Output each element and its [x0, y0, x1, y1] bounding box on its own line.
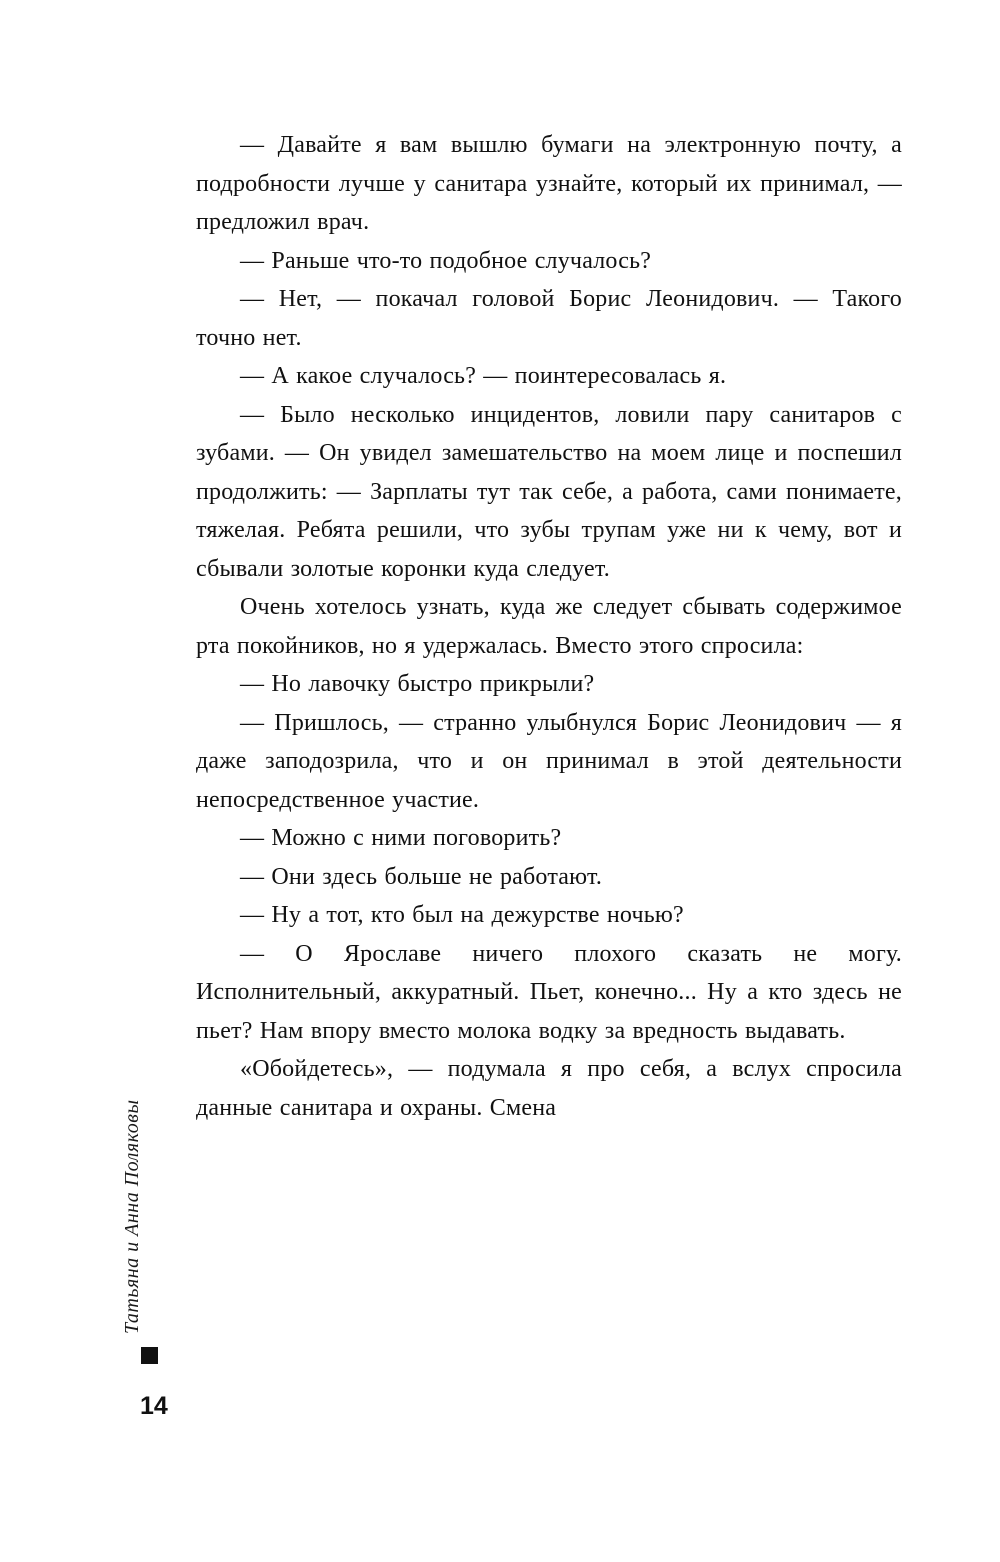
body-text-block [196, 126, 902, 1127]
paragraph: — Можно с ними поговорить? [240, 825, 562, 851]
paragraph: — Нет, — покачал головой Борис Леонидович. — Такого точно нет. [196, 286, 902, 351]
section-marker-square [141, 1347, 158, 1364]
paragraph: — Давайте я вам вышлю бумаги на электронную почту, а подробности лучше у санитара узнайте, который их принимал, — предложил врач. [196, 132, 902, 235]
page-number: 14 [140, 1392, 168, 1420]
paragraph: «Обойдетесь», — подумала я про себя, а вслух спросила данные санитара и охраны. Смена [196, 1056, 902, 1121]
paragraph: — Но лавочку быстро прикрыли? [240, 671, 595, 697]
paragraph: — А какое случалось? — поинтересовалась я. [240, 363, 727, 389]
paragraph: — Ну а тот, кто был на дежурстве ночью? [240, 902, 684, 928]
paragraph: — Пришлось, — странно улыбнулся Борис Леонидович — я даже заподозрила, что и он принимал в этой деятельности непосредственное участие. [196, 709, 902, 813]
paragraph: — Раньше что-то подобное случалось? [240, 247, 652, 274]
paragraph: — О Ярославе ничего плохого сказать не могу. Исполнительный, аккуратный. Пьет, конечно... Ну а кто здесь не пьет? Нам впору вместо молока водку за вредность выдавать. [196, 940, 902, 1044]
paragraph: — Было несколько инцидентов, ловили пару санитаров с зубами. — Он увидел замешательство на моем лице и поспешил продолжить: — Зарплаты тут так себе, а работа, сами понимаете, тяжелая. Ребята решили, что зубы трупам уже ни к чему, вот и сбывали золотые коронки куда следует. [196, 401, 902, 582]
paragraph: Очень хотелось узнать, куда же следует сбывать содержимое рта покойников, но я удержалась. Вместо этого спросила: [196, 594, 902, 659]
sidebar-author-text: Татьяна и Анна Поляковы [121, 1099, 143, 1334]
paragraph: — Они здесь больше не работают. [240, 863, 603, 890]
